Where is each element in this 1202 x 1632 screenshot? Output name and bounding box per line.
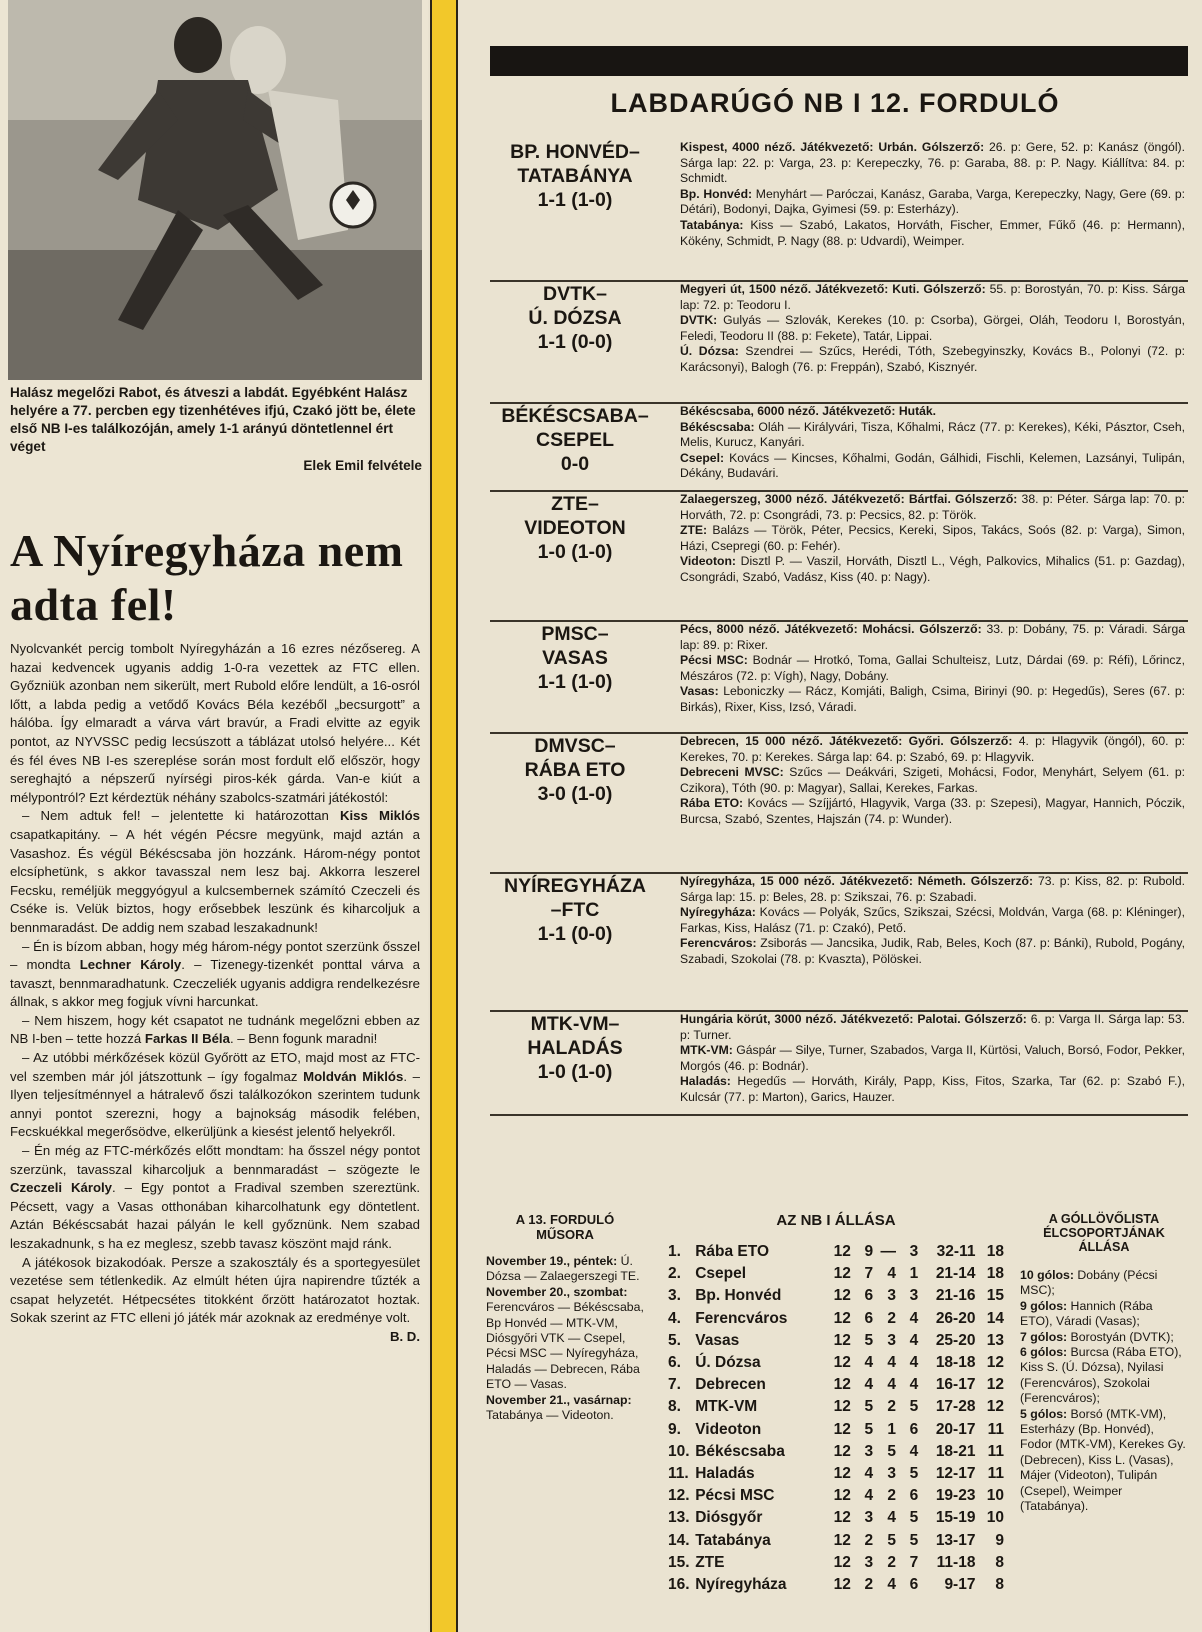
match-line: Pécs, 8000 néző. Játékvezető: Mohácsi. Gólszerző: 33. p: Dobány, 75. p: Váradi. Sárga lap: 89. p: Rixer. (680, 622, 1185, 652)
match-score: 1-0 (1-0) (537, 541, 613, 563)
match-photo (8, 0, 422, 380)
table-row (668, 1396, 1004, 1418)
cell-losses: 5 (909, 1464, 919, 1482)
cell-goals: 12-17 (935, 1464, 976, 1482)
match-block (490, 874, 1188, 1012)
cell-wins: 4 (864, 1487, 874, 1505)
line-lead: DVTK: (680, 313, 718, 328)
table-row (668, 1241, 1004, 1263)
cell-played: 12 (833, 1398, 851, 1416)
cell-draws: 3 (887, 1464, 897, 1482)
cell-played: 12 (833, 1376, 851, 1394)
cell-losses: 4 (909, 1309, 919, 1327)
cell-played: 12 (833, 1265, 851, 1283)
team-name: TATABÁNYA (517, 165, 633, 187)
table-row (668, 1507, 1004, 1529)
line-lead: Haladás: (680, 1074, 731, 1089)
divider-stripe (430, 0, 458, 1632)
cell-played: 12 (833, 1243, 851, 1261)
team-name: –FTC (550, 899, 600, 921)
line-lead: Pécsi MSC: (680, 653, 748, 668)
match-details (680, 282, 1185, 376)
cell-wins: 6 (864, 1287, 874, 1305)
cell-losses: 6 (909, 1575, 919, 1593)
program-date: November 19., péntek: (486, 1254, 618, 1268)
top-scorers (1020, 1212, 1188, 1515)
cell-played: 12 (833, 1309, 851, 1327)
line-lead: Rába ETO: (680, 796, 744, 811)
cell-team: Pécsi MSC (695, 1487, 775, 1505)
match-score: 0-0 (560, 453, 590, 475)
program-entry: November 20., szombat: Ferencváros — Békéscsaba, Bp Honvéd — MTK-VM, Diósgyőri VTK — Csepel, Pécsi MSC — Nyíregyháza, Haladás — Debrecen, Rába ETO — Vasas. (486, 1284, 644, 1392)
cell-draws: 2 (887, 1309, 897, 1327)
cell-wins: 6 (864, 1309, 874, 1327)
cell-wins: 3 (864, 1553, 874, 1571)
cell-points: 11 (987, 1442, 1004, 1460)
match-score: 1-0 (1-0) (537, 1061, 613, 1083)
table-row (668, 1552, 1004, 1574)
cell-draws: 2 (887, 1398, 897, 1416)
cell-points: 11 (987, 1420, 1004, 1438)
table-row (668, 1352, 1004, 1374)
team-name: HALADÁS (527, 1037, 623, 1059)
line-lead: Pécs, 8000 néző. Játékvezető: Mohácsi. Gólszerző: (680, 622, 982, 636)
program-entry: November 21., vasárnap: Tatabánya — Videoton. (486, 1392, 632, 1423)
cell-played: 12 (833, 1553, 851, 1571)
team-name: VASAS (542, 647, 608, 669)
cell-goals: 15-19 (935, 1509, 976, 1527)
match-line: Ferencváros: Zsiborás — Jancsika, Judik, Rab, Beles, Koch (87. p: Bánki), Rubold, Pogány, Szabadi, Szokolai (78. p: Kvaszta), Pölöskei. (680, 936, 1185, 966)
cell-goals: 16-17 (935, 1376, 976, 1394)
match-details (680, 1012, 1185, 1106)
match-line: Rába ETO: Kovács — Szíjjártó, Hlagyvik, Varga (33. p: Szepesi), Magyar, Hannich, Póczik, Burcsa, Szabó, Szentes, Hajszán (74. p: Wunder). (680, 796, 1185, 826)
cell-points: 12 (986, 1376, 1004, 1394)
cell-pos: 7. (668, 1376, 681, 1394)
cell-losses: 3 (909, 1287, 919, 1305)
cell-team: Nyíregyháza (695, 1575, 787, 1593)
team-name: DMVSC– (534, 735, 616, 757)
line-lead: Megyeri út, 1500 néző. Játékvezető: Kuti. Gólszerző: (680, 282, 986, 296)
cell-goals: 18-21 (935, 1442, 976, 1460)
cell-losses: 4 (909, 1442, 919, 1460)
cell-losses: 5 (909, 1509, 919, 1527)
cell-goals: 9-17 (944, 1575, 976, 1593)
cell-pos: 16. (668, 1575, 690, 1593)
scorers-title: A GÓLLÖVŐLISTA ÉLCSOPORTJÁNAK ÁLLÁSA (1043, 1212, 1165, 1254)
photo-caption (10, 384, 422, 475)
program-date: November 20., szombat: (486, 1284, 628, 1299)
match-line: MTK-VM: Gáspár — Silye, Turner, Szabados, Varga II, Kürtösi, Valuch, Borsó, Fodor, Pekker, Morgós (46. p: Bodnár). (680, 1043, 1185, 1073)
team-name: VIDEOTON (524, 517, 626, 539)
line-lead: Hungária körút, 3000 néző. Játékvezető: Palotai. Gólszerző: (680, 1012, 1027, 1026)
match-line: Ú. Dózsa: Szendrei — Szűcs, Herédi, Tóth, Szebegyinszky, Kovács B., Polonyi (72. p: Karácsonyi), Balogh (76. p: Freppán), Szabó, Kisznyér. (680, 344, 1185, 374)
line-lead: Kispest, 4000 néző. Játékvezető: Urbán. Gólszerző: (680, 140, 985, 154)
match-line (680, 404, 1185, 420)
caption-text: Halász megelőzi Rabot, és átveszi a labdát. Egyébként Halász helyére a 77. percben egy tizenhétéves ifjú, Czakó jött be, élete első NB I-es találkozóján, amely 1-1 arányú döntetlennel ért véget (10, 385, 416, 454)
match-line: Videoton: Disztl P. — Vaszil, Horváth, Disztl L., Végh, Palkovics, Mihalics (51. p: Gazdag), Csongrádi, Szabó, Vadász, Kiss (40. p: Nagy). (680, 554, 1185, 584)
cell-wins: 3 (864, 1509, 874, 1527)
table-row (668, 1419, 1004, 1441)
table-row (668, 1463, 1004, 1485)
article-paragraph: – Az utóbbi mérkőzések közül Győrött az ETO, majd most az FTC-vel szemben már jól játszottunk – így fogalmaz Moldván Miklós. – Ilyen teljesítménnyel a hátralevő őszi találkozókon szerintem tudunk annyi pontot szerezni, hogy a bajnokság második felében, Fecskuékkal megerősödve, elkerüljünk a kiesést jelentő helyekről. (10, 1050, 420, 1140)
cell-played: 12 (833, 1442, 851, 1460)
player-name: Kiss Miklós (339, 808, 420, 824)
match-teams (490, 282, 660, 354)
line-lead: Ú. Dózsa: (680, 344, 739, 359)
cell-losses: 5 (909, 1531, 919, 1549)
cell-draws: 3 (887, 1287, 897, 1305)
match-line: Kispest, 4000 néző. Játékvezető: Urbán. Gólszerző: 26. p: Gere, 52. p: Kanász (öngól). Sárga lap: 22. p: Varga, 23. p: Kerepeczky, 76. p: Garaba, 88. p: P. Nagy. Kiállítva: 84. p: Schmidt. (680, 140, 1185, 186)
cell-points: 11 (987, 1464, 1004, 1482)
round-title: LABDARÚGÓ NB I 12. FORDULÓ (610, 88, 1060, 118)
cell-pos: 1. (668, 1243, 681, 1261)
cell-team: MTK-VM (695, 1398, 758, 1416)
cell-wins: 7 (864, 1265, 874, 1283)
match-block (490, 622, 1188, 734)
match-block (490, 492, 1188, 622)
cell-goals: 26-20 (935, 1309, 976, 1327)
cell-draws: 2 (887, 1487, 897, 1505)
cell-team: Debrecen (695, 1376, 766, 1394)
article-paragraph: A játékosok bizakodóak. Persze a szakosztály és a sportegyesület vezetése sem tétlenkedik. Az elmúlt héten újra napirendre tűzték a csapat helyzetét. Hétpecsétes titokként őrzött határozatot hoztak. Sokak szerint az FTC elleni jó játék már azoknak az eredménye volt. (10, 1254, 420, 1326)
cell-points: 10 (986, 1509, 1004, 1527)
cell-goals: 20-17 (935, 1420, 976, 1438)
cell-points: 12 (986, 1398, 1004, 1416)
cell-team: Békéscsaba (695, 1442, 785, 1460)
line-lead: Békéscsaba, 6000 néző. Játékvezető: Huták. (680, 404, 937, 418)
cell-wins: 5 (864, 1398, 874, 1416)
cell-pos: 10. (668, 1442, 690, 1460)
goal-count: 10 gólos: (1020, 1268, 1074, 1282)
cell-team: Tatabánya (695, 1531, 771, 1549)
cell-losses: 4 (909, 1376, 919, 1394)
cell-losses: 1 (909, 1265, 919, 1283)
cell-goals: 13-17 (935, 1531, 976, 1549)
table-row (668, 1529, 1004, 1551)
cell-played: 12 (833, 1331, 851, 1349)
cell-team: Ferencváros (695, 1309, 788, 1327)
cell-pos: 11. (668, 1464, 689, 1482)
table-row (668, 1441, 1004, 1463)
cell-played: 12 (833, 1487, 851, 1505)
match-line: Nyíregyháza, 15 000 néző. Játékvezető: Németh. Gólszerző: 73. p: Kiss, 82. p: Rubold. Sárga lap: 15. p: Beles, 28. p: Szikszai, 76. p: Szabadi. (680, 874, 1186, 904)
team-name: ZTE– (551, 493, 599, 515)
scorer-entry: 6 gólos: Burcsa (Rába ETO), Kiss S. (Ú. Dózsa), Nyilasi (Ferencváros), Szokolai (Ferencváros); (1020, 1345, 1182, 1406)
cell-draws: 1 (887, 1420, 897, 1438)
match-score: 1-1 (1-0) (537, 189, 613, 211)
match-line: DVTK: Gulyás — Szlovák, Kerekes (10. p: Csorba), Görgei, Oláh, Teodoru I, Borostyán, Feledi, Teodoru II (88. p: Fekete), Tatár, Lippai. (680, 313, 1185, 343)
table-row (668, 1485, 1004, 1507)
scorer-entry: 7 gólos: Borostyán (DVTK); (1020, 1329, 1174, 1344)
match-line: ZTE: Balázs — Török, Péter, Pecsics, Kereki, Sipos, Takács, Soós (82. p: Varga), Simon, Házi, Csepregi (60. p: Fehér). (680, 523, 1185, 553)
team-name: BÉKÉSCSABA– (501, 405, 649, 427)
cell-goals: 17-28 (935, 1398, 976, 1416)
cell-team: Videoton (695, 1420, 762, 1438)
line-lead: ZTE: (680, 523, 708, 538)
cell-played: 12 (833, 1531, 851, 1549)
match-teams (490, 622, 660, 694)
table-row (668, 1308, 1004, 1330)
cell-goals: 19-23 (935, 1487, 976, 1505)
team-name: RÁBA ETO (524, 759, 626, 781)
cell-wins: 4 (864, 1376, 874, 1394)
cell-losses: 6 (909, 1487, 919, 1505)
line-lead: Csepel: (680, 450, 725, 465)
line-lead: Vasas: (680, 684, 719, 699)
match-line: Haladás: Hegedűs — Horváth, Király, Papp, Kiss, Fitos, Szarka, Tar (62. p: Szabó F.), Kulcsár (77. p: Marton), Garics, Hauzer. (680, 1074, 1185, 1104)
match-score: 3-0 (1-0) (537, 783, 613, 805)
cell-pos: 15. (668, 1553, 690, 1571)
cell-goals: 25-20 (935, 1331, 976, 1349)
cell-goals: 21-16 (935, 1287, 976, 1305)
scorer-entry: 5 gólos: Borsó (MTK-VM), Esterházy (Bp. Honvéd), Fodor (MTK-VM), Kerekes Gy. (Debrecen), Kiss L. (Vasas), Májer (Videoton), Tulipán (Csepel), Weimper (Tatabánya). (1020, 1406, 1186, 1514)
cell-wins: 4 (864, 1354, 874, 1372)
article-paragraph: – Nem hiszem, hogy két csapatot ne tudnánk megelőzni ebben az NB I-ben – tette hozzá Farkas II Béla. – Benn fogunk maradni! (10, 1012, 420, 1047)
match-details (680, 404, 1185, 482)
cell-draws: 4 (887, 1575, 897, 1593)
cell-draws: 4 (887, 1265, 897, 1283)
match-teams (490, 1012, 660, 1084)
cell-points: 18 (986, 1265, 1004, 1283)
article-headline: A Nyíregyháza nem adta fel! (10, 525, 404, 630)
match-line: Tatabánya: Kiss — Szabó, Lakatos, Horváth, Fischer, Emmer, Fűkő (46. p: Hermann), Kökény, Schmidt, P. Nagy (88. p: Udvardi), Weimper. (680, 217, 1185, 248)
match-details (680, 734, 1185, 828)
team-name: BP. HONVÉD– (510, 141, 640, 163)
cell-points: 12 (986, 1354, 1004, 1372)
match-line: Bp. Honvéd: Menyhárt — Paróczai, Kanász, Garaba, Varga, Kerepeczky, Nagy, Gere (69. p: Détári), Bodonyi, Dajka, Gyimesi (59. p: Esterházy). (680, 186, 1185, 217)
photo-credit: Elek Emil felvétele (303, 458, 422, 473)
match-score: 1-1 (0-0) (537, 331, 613, 353)
player-name: Lechner Károly (79, 957, 182, 973)
cell-team: Csepel (695, 1265, 747, 1283)
match-score: 1-1 (0-0) (537, 923, 613, 945)
header-bar (490, 46, 1188, 76)
cell-wins: 3 (864, 1442, 874, 1460)
cell-draws: 4 (887, 1376, 897, 1394)
cell-draws: 4 (887, 1509, 897, 1527)
cell-draws: 2 (887, 1553, 897, 1571)
cell-pos: 13. (668, 1509, 690, 1527)
cell-goals: 18-18 (935, 1354, 976, 1372)
line-lead: Debreceni MVSC: (680, 765, 784, 780)
team-name: NYÍREGYHÁZA (504, 875, 646, 897)
program-date: November 21., vasárnap: (486, 1392, 632, 1407)
line-lead: Békéscsaba: (680, 419, 755, 434)
cell-points: 15 (986, 1287, 1004, 1305)
line-lead: MTK-VM: (680, 1043, 733, 1058)
cell-pos: 8. (668, 1398, 681, 1416)
cell-wins: 4 (864, 1464, 874, 1482)
cell-pos: 2. (668, 1265, 681, 1283)
goal-count: 5 gólos: (1020, 1406, 1068, 1421)
team-name: PMSC– (541, 623, 609, 645)
article-byline: B. D. (389, 1328, 420, 1344)
table-row (668, 1330, 1004, 1352)
cell-draws: 4 (887, 1354, 897, 1372)
cell-losses: 7 (909, 1553, 919, 1571)
match-line: Pécsi MSC: Bodnár — Hrotkó, Toma, Gallai Schulteisz, Lutz, Dárdai (69. p: Réfi), Lőrincz, Mészáros (72. p: Vígh), Nagy, Dobány. (680, 653, 1185, 683)
match-line: Debrecen, 15 000 néző. Játékvezető: Győri. Gólszerző: 4. p: Hlagyvik (öngól), 60. p: Kerekes, 70. p: Kerekes. Sárga lap: 64. p: Szabó, 69. p: Hlagyvik. (680, 734, 1185, 764)
cell-goals: 21-14 (935, 1265, 976, 1283)
cell-wins: 5 (864, 1420, 874, 1438)
line-lead: Bp. Honvéd: (680, 186, 753, 201)
match-line: Hungária körút, 3000 néző. Játékvezető: Palotai. Gólszerző: 6. p: Varga II. Sárga lap: 53. p: Turner. (680, 1012, 1186, 1042)
cell-points: 18 (986, 1243, 1004, 1261)
cell-played: 12 (833, 1287, 851, 1305)
article-body (10, 640, 420, 1347)
match-line: Csepel: Kovács — Kincses, Kőhalmi, Godán, Gálhidi, Fischli, Kelemen, Lazsányi, Tulipán, Dékány, Budavári. (680, 450, 1185, 481)
cell-wins: 9 (864, 1243, 874, 1261)
program-body (486, 1254, 644, 1423)
line-lead: Nyíregyháza, 15 000 néző. Játékvezető: Németh. Gólszerző: (680, 874, 1034, 888)
match-details (680, 622, 1185, 716)
match-teams (490, 734, 660, 806)
cell-team: Vasas (695, 1331, 740, 1349)
match-block (490, 734, 1188, 874)
line-lead: Videoton: (680, 554, 736, 569)
match-teams (490, 404, 660, 476)
player-name: Farkas II Béla (144, 1031, 230, 1047)
goal-count: 9 gólos: (1020, 1298, 1068, 1313)
standings-table (668, 1241, 1004, 1596)
program-title: A 13. FORDULÓ MŰSORA (515, 1212, 615, 1242)
cell-team: Rába ETO (695, 1243, 770, 1261)
cell-played: 12 (833, 1354, 851, 1372)
line-lead: Tatabánya: (680, 217, 744, 232)
team-name: CSEPEL (535, 429, 615, 451)
cell-pos: 14. (668, 1531, 690, 1549)
article-paragraph: – Nem adtuk fel! – jelentette ki határozottan Kiss Miklós csapatkapitány. – A hét végén Pécsre megyünk, majd aztán a Vasashoz. És végül Békéscsaba jön hozzánk. Három-négy pontot elcsíphetünk, s akkor tavasszal nem lesz baj. Akkorra leszerel Fecsku, reméljük meggyógyul a kulcsembernek számító Czeczeli és Cséke is. Velük biztos, hogy erősebbek leszünk és kiharcoljuk a bennmaradást. De addig nem szabad leszakadnunk! (10, 808, 420, 935)
table-row (668, 1285, 1004, 1307)
cell-pos: 4. (668, 1309, 681, 1327)
scorer-entry: 9 gólos: Hannich (Rába ETO), Váradi (Vasas); (1020, 1298, 1153, 1329)
match-teams (490, 874, 660, 946)
match-line: Békéscsaba: Oláh — Királyvári, Tisza, Kőhalmi, Rácz (77. p: Kerekes), Kéki, Pásztor, Cseh, Melis, Kurucz, Kanyári. (680, 419, 1185, 450)
cell-losses: 4 (909, 1331, 919, 1349)
table-title: AZ NB I ÁLLÁSA (776, 1212, 896, 1229)
table-row (668, 1574, 1004, 1596)
cell-points: 8 (995, 1575, 1004, 1593)
cell-points: 10 (986, 1487, 1004, 1505)
match-details (680, 874, 1185, 968)
match-score: 1-1 (1-0) (537, 671, 613, 693)
match-block (490, 282, 1188, 404)
cell-played: 12 (833, 1420, 851, 1438)
match-line: Megyeri út, 1500 néző. Játékvezető: Kuti. Gólszerző: 55. p: Borostyán, 70. p: Kiss. Sárga lap: 72. p: Teodoru I. (680, 282, 1185, 312)
cell-goals: 32-11 (936, 1243, 976, 1261)
team-name: MTK-VM– (530, 1013, 620, 1035)
scorers-body (1020, 1268, 1188, 1515)
cell-played: 12 (833, 1509, 851, 1527)
scorer-entry: 10 gólos: Dobány (Pécsi MSC); (1020, 1268, 1158, 1298)
cell-team: Haladás (695, 1464, 755, 1482)
match-details (680, 140, 1185, 249)
cell-losses: 4 (909, 1354, 919, 1372)
cell-pos: 12. (668, 1487, 690, 1505)
cell-played: 12 (833, 1464, 851, 1482)
goal-count: 6 gólos: (1020, 1345, 1068, 1360)
match-line: Zalaegerszeg, 3000 néző. Játékvezető: Bártfai. Gólszerző: 38. p: Péter. Sárga lap: 70. p: Horváth, 72. p: Csongrádi, 73. p: Pecsics, 82. p: Török. (680, 492, 1185, 522)
cell-wins: 2 (864, 1531, 874, 1549)
player-name: Moldván Miklós (303, 1068, 404, 1084)
match-line: Nyíregyháza: Kovács — Polyák, Szűcs, Szikszai, Szécsi, Moldván, Varga (68. p: Kléninger), Farkas, Kiss, Halász (71. p: Czakó), Pető. (680, 905, 1185, 935)
league-table (668, 1212, 1004, 1596)
table-row (668, 1263, 1004, 1285)
match-teams (490, 492, 660, 564)
match-block (490, 404, 1188, 492)
program-entry: November 19., péntek: Ú. Dózsa — Zalaegerszegi TE. (486, 1254, 640, 1284)
match-line: Debreceni MVSC: Szűcs — Deákvári, Szigeti, Mohácsi, Fodor, Menyhárt, Selyem (61. p: Czikora), Tóth (90. p: Magyar), Sallai, Kerekes, Farkas. (680, 765, 1185, 795)
cell-pos: 3. (668, 1287, 681, 1305)
cell-wins: 2 (864, 1575, 874, 1593)
team-name: Ú. DÓZSA (528, 307, 622, 329)
cell-pos: 5. (668, 1331, 681, 1349)
table-row (668, 1374, 1004, 1396)
line-lead: Debrecen, 15 000 néző. Játékvezető: Győri. Gólszerző: (680, 734, 1013, 748)
line-lead: Ferencváros: (680, 936, 757, 951)
match-details (680, 492, 1185, 586)
article-paragraph: – Én még az FTC-mérkőzés előtt mondtam: ha ősszel négy pontot szerzünk, tavasszal kiharcoljuk a bennmaradást – szögezte le Czeczeli Károly. – Egy pontot a Fradival szemben szereztünk. Pécsett, vagy a Vasas otthonában kiharcolhatunk egy döntetlent. Aztán Békéscsabát hazai pályán le kell győznünk. Nem szabad leszakadnunk, s ha ez meglesz, szebb tavasz köszönt majd ránk. (10, 1143, 421, 1251)
match-block (490, 1012, 1188, 1116)
cell-draws: — (880, 1243, 897, 1261)
match-line: Vasas: Leboniczky — Rácz, Komjáti, Baligh, Csima, Birinyi (90. p: Hegedűs), Seres (67. p: Birkás), Rixer, Kiss, Izsó, Váradi. (680, 684, 1185, 714)
cell-wins: 5 (864, 1331, 874, 1349)
match-block (490, 140, 1188, 282)
cell-team: Diósgyőr (695, 1509, 763, 1527)
cell-losses: 6 (909, 1420, 919, 1438)
cell-draws: 3 (887, 1331, 897, 1349)
cell-points: 13 (986, 1331, 1004, 1349)
article-paragraph: Nyolcvankét percig tombolt Nyíregyházán a 16 ezres nézősereg. A hazai kedvencek ugyanis addig 1-0-ra vezettek az FTC ellen. Győzniük azonban nem sikerült, mert Rubold előre lendült, a 16-osról lőtt, a labda pedig a vetődő Kovács Béla kezéből „becsurgott” a hálóba. Így elmaradt a várva várt bravúr, a Fradi elvitte az egyik pontot, az NYVSSC pedig lecsúszott a táblázat utolsó helyére... Két és fél éves NB I-es szereplése során most fordult elő először, hogy sereghajtó a népszerű nyírségi piros-kék gárda. Van-e kiút a mélypontról? Ezt kérdeztük néhány szabolcs-szatmári játékostól: (10, 641, 420, 805)
cell-draws: 5 (887, 1442, 897, 1460)
player-name: Czeczeli Károly (10, 1180, 113, 1196)
goal-count: 7 gólos: (1020, 1329, 1068, 1344)
line-lead: Zalaegerszeg, 3000 néző. Játékvezető: Bártfai. Gólszerző: (680, 492, 1018, 506)
cell-pos: 6. (668, 1354, 681, 1372)
cell-losses: 3 (909, 1243, 919, 1261)
next-round-program (486, 1212, 644, 1423)
cell-team: Ú. Dózsa (695, 1354, 761, 1372)
cell-pos: 9. (668, 1420, 681, 1438)
cell-points: 8 (995, 1553, 1004, 1571)
match-teams (490, 140, 660, 212)
cell-draws: 5 (887, 1531, 897, 1549)
cell-points: 14 (986, 1309, 1004, 1327)
cell-goals: 11-18 (936, 1553, 976, 1571)
article-paragraph: – Én is bízom abban, hogy még három-négy pontot szerzünk ősszel – mondta Lechner Károly. – Tizenegy-tizenkét ponttal várva a tavaszt, bennmaradhatunk. Czeczeliék ugyanis addigra rendelkezésre állnak, s akkor meg fogjuk vívni harcunkat. (10, 938, 420, 1010)
cell-team: Bp. Honvéd (695, 1287, 782, 1305)
cell-played: 12 (833, 1575, 851, 1593)
line-lead: Nyíregyháza: (680, 905, 756, 920)
cell-team: ZTE (695, 1553, 725, 1571)
cell-points: 9 (995, 1531, 1004, 1549)
team-name: DVTK– (543, 283, 607, 305)
cell-losses: 5 (909, 1398, 919, 1416)
